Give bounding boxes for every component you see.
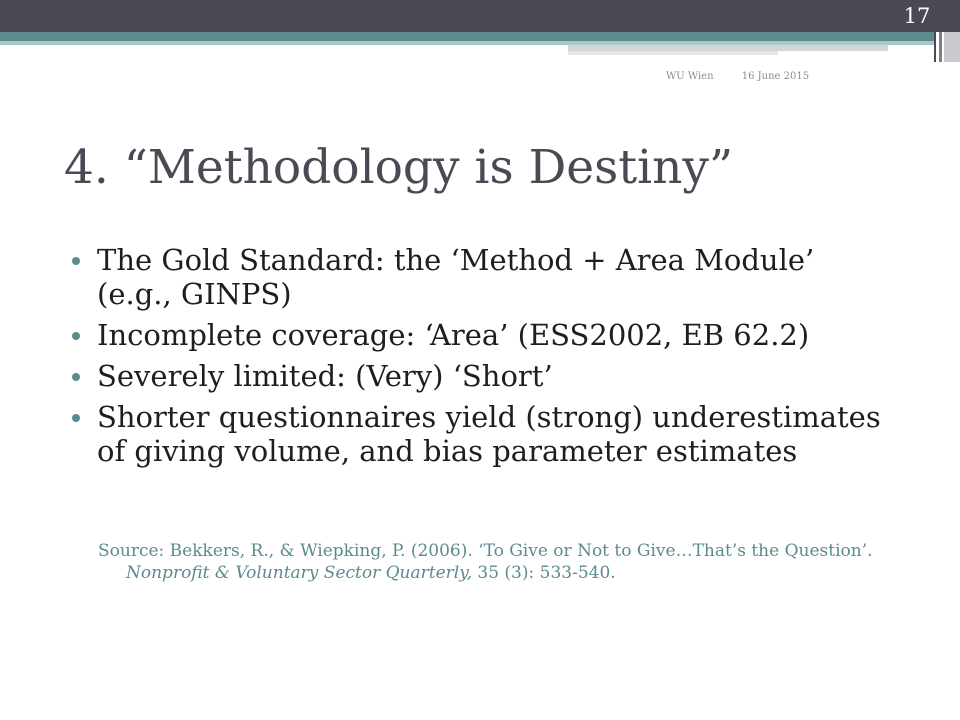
bullet-dot-icon [72, 332, 80, 340]
citation-suffix: 35 (3): 533-540. [471, 563, 616, 583]
bullet-item [72, 318, 884, 352]
organization-label: WU Wien [666, 71, 714, 82]
bullet-item [72, 400, 884, 468]
bullet-item [72, 243, 884, 311]
bullet-text: The Gold Standard: the ‘Method + Area Module’ (e.g., GINPS) [97, 243, 815, 311]
date-label: 16 June 2015 [741, 71, 810, 82]
bullet-dot-icon [72, 414, 80, 422]
slide-title: 4. “Methodology is Destiny” [64, 140, 733, 195]
bullet-text: Severely limited: (Very) ‘Short’ [97, 359, 553, 393]
header-right-decoration-3 [944, 32, 960, 62]
bullet-list [72, 243, 884, 475]
bullet-text: Shorter questionnaires yield (strong) underestimates of giving volume, and bias parameter estimates [97, 400, 881, 468]
header-bar [0, 0, 960, 32]
header-accent-bar [0, 32, 934, 41]
bullet-dot-icon [72, 373, 80, 381]
source-citation [98, 540, 906, 584]
citation-prefix: Source: Bekkers, R., & Wiepking, P. (2006). ‘To Give or Not to Give…That’s the Question’. [98, 541, 873, 561]
bullet-text: Incomplete coverage: ‘Area’ (ESS2002, EB 62.2) [97, 318, 810, 352]
header-gray-thin-bar [568, 51, 778, 55]
slide-number: 17 [903, 4, 931, 28]
citation-journal: Nonprofit & Voluntary Sector Quarterly, [126, 563, 472, 583]
bullet-item [72, 359, 884, 393]
header-right-decoration-2 [939, 32, 942, 62]
header-right-decoration [934, 32, 936, 62]
slide-meta [666, 71, 809, 82]
bullet-dot-icon [72, 257, 80, 265]
